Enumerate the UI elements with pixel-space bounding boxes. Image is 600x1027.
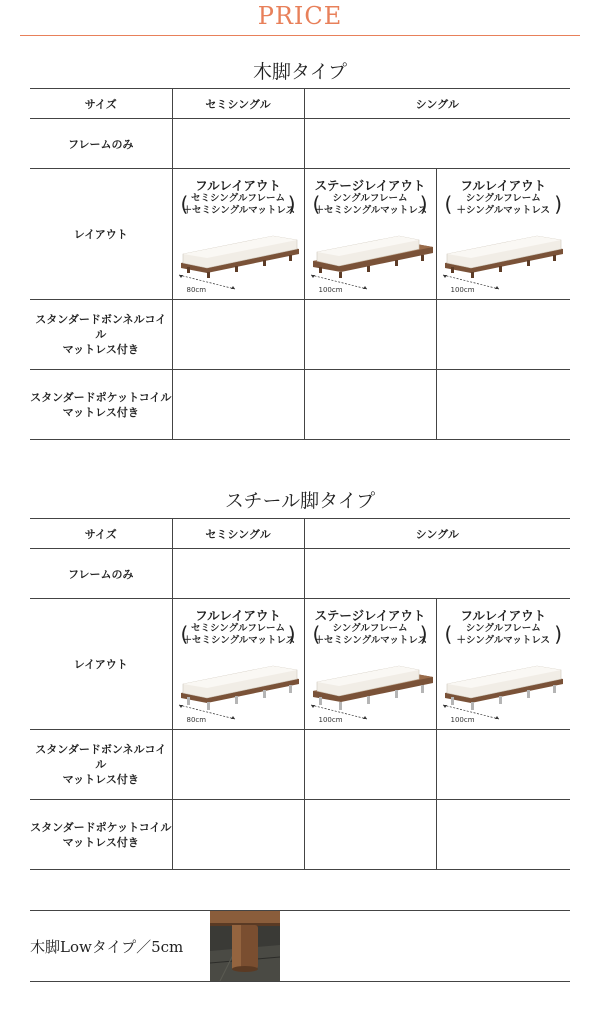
frame-only-label: フレームのみ — [30, 549, 172, 599]
table-row — [30, 89, 570, 119]
layout-name: フルレイアウト — [195, 178, 281, 193]
price-cell — [436, 300, 570, 370]
layout-description: ( シングルフレーム ＋セミシングルマットレス ) — [315, 623, 426, 647]
layout-cell-semi-full — [172, 169, 304, 300]
price-table-wood-legs — [30, 88, 570, 440]
size-header: サイズ — [30, 89, 172, 119]
low-type-row — [30, 910, 570, 982]
bed-illustration — [177, 655, 305, 725]
price-cell — [304, 370, 436, 440]
dimension-label: 100cm — [450, 286, 475, 294]
price-cell — [436, 370, 570, 440]
layout-name: フルレイアウト — [195, 608, 281, 623]
price-cell — [304, 800, 436, 870]
table-row — [30, 730, 570, 800]
dimension-label: 100cm — [318, 286, 343, 294]
price-cell — [436, 730, 570, 800]
table-row — [30, 800, 570, 870]
layout-name: フルレイアウト — [460, 178, 547, 193]
section-title-wood-legs: 木脚タイプ — [252, 61, 348, 83]
table-row — [30, 549, 570, 599]
price-cell — [304, 549, 570, 599]
table-row — [30, 519, 570, 549]
price-cell — [436, 800, 570, 870]
layout-cell-single-full — [436, 599, 570, 730]
bed-illustration — [441, 655, 569, 725]
layout-label: レイアウト — [30, 599, 172, 730]
table-row — [30, 119, 570, 169]
layout-description: ( シングルフレーム ＋シングルマットレス ) — [447, 623, 561, 647]
bonnel-coil-label: スタンダードボンネルコイル マットレス付き — [30, 300, 172, 370]
price-cell — [304, 119, 570, 169]
price-cell — [172, 300, 304, 370]
frame-only-label: フレームのみ — [30, 119, 172, 169]
layout-cell-single-stage — [304, 599, 436, 730]
low-type-label: 木脚Lowタイプ／5cm — [30, 938, 184, 956]
table-row — [30, 300, 570, 370]
dimension-label: 80cm — [186, 286, 207, 294]
layout-cell-single-full — [436, 169, 570, 300]
table-row — [30, 370, 570, 440]
price-cell — [304, 300, 436, 370]
semi-single-header: セミシングル — [172, 89, 304, 119]
layout-cell-single-stage — [304, 169, 436, 300]
bonnel-coil-label: スタンダードボンネルコイル マットレス付き — [30, 730, 172, 800]
layout-description: ( セミシングルフレーム ＋セミシングルマットレス ) — [183, 193, 294, 217]
price-cell — [172, 800, 304, 870]
price-title: PRICE — [257, 2, 343, 30]
price-cell — [304, 730, 436, 800]
size-header: サイズ — [30, 519, 172, 549]
single-header: シングル — [304, 89, 570, 119]
layout-label: レイアウト — [30, 169, 172, 300]
dimension-label: 100cm — [318, 716, 343, 724]
price-cell — [172, 730, 304, 800]
bed-illustration — [309, 225, 437, 295]
bed-illustration — [177, 225, 305, 295]
layout-description: ( セミシングルフレーム ＋セミシングルマットレス ) — [183, 623, 294, 647]
bed-illustration — [441, 225, 569, 295]
layout-cell-semi-full — [172, 599, 304, 730]
price-table-steel-legs — [30, 518, 570, 870]
layout-name: フルレイアウト — [460, 608, 547, 623]
table-row — [30, 169, 570, 300]
single-header: シングル — [304, 519, 570, 549]
semi-single-header: セミシングル — [172, 519, 304, 549]
dimension-label: 80cm — [186, 716, 207, 724]
price-cell — [172, 370, 304, 440]
layout-name: ステージレイアウト — [314, 608, 426, 623]
layout-name: ステージレイアウト — [314, 178, 426, 193]
dimension-label: 100cm — [450, 716, 475, 724]
pocket-coil-label: スタンダードポケットコイル マットレス付き — [30, 800, 172, 870]
price-cell — [172, 549, 304, 599]
layout-description: ( シングルフレーム ＋シングルマットレス ) — [447, 193, 561, 217]
wood-leg-photo — [210, 911, 280, 981]
pocket-coil-label: スタンダードポケットコイル マットレス付き — [30, 370, 172, 440]
bed-illustration — [309, 655, 437, 725]
table-row — [30, 599, 570, 730]
price-title-rule — [20, 35, 580, 36]
section-title-steel-legs: スチール脚タイプ — [224, 490, 376, 512]
price-cell — [172, 119, 304, 169]
price-header — [20, 0, 580, 38]
layout-description: ( シングルフレーム ＋セミシングルマットレス ) — [315, 193, 426, 217]
